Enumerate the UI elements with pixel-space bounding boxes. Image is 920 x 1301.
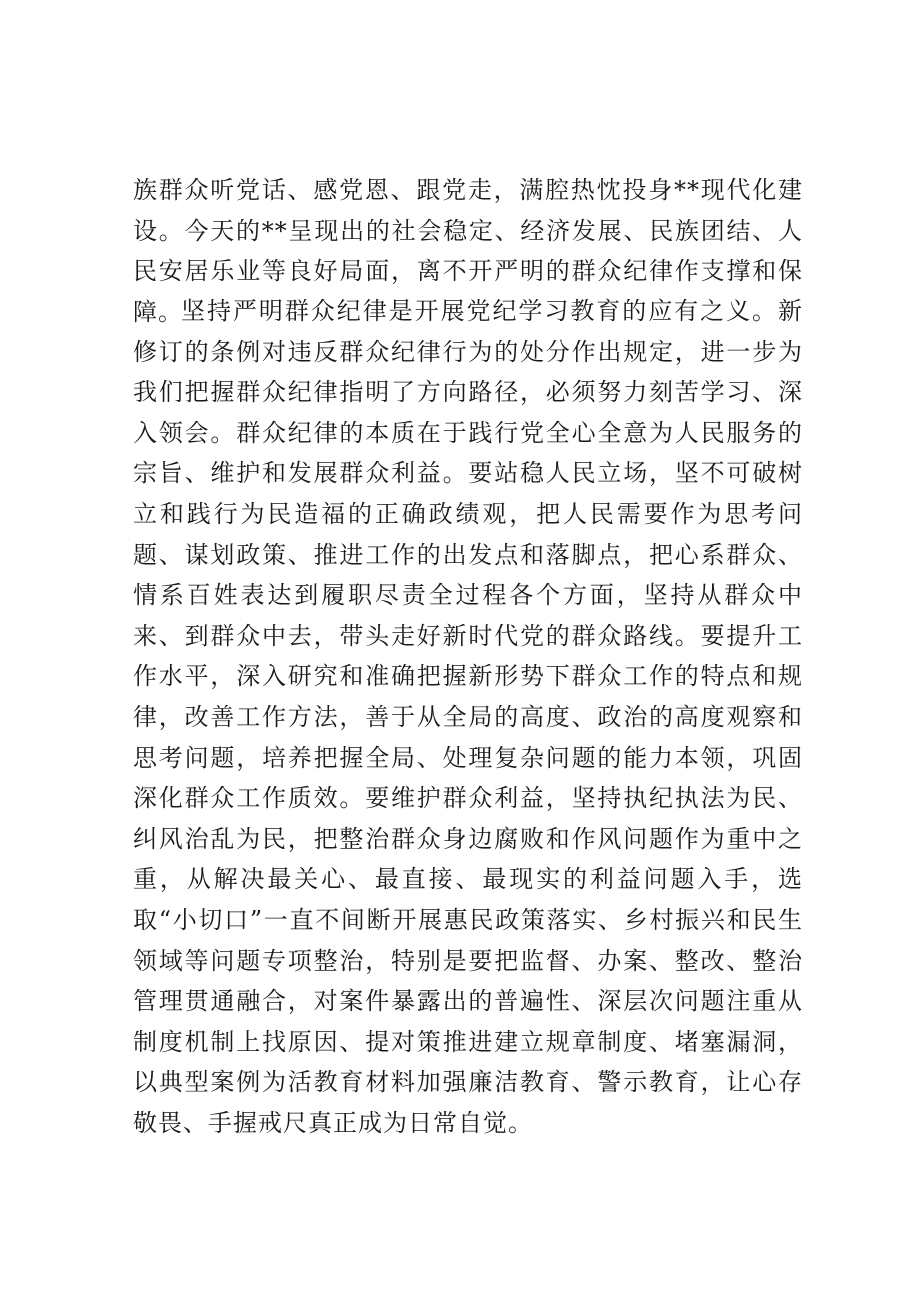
paragraph-text: 坚持严明群众纪律是开展党纪学习教育的应有之义。新修订的条例对违反群众纪律行为的处分作出规定，进一步为我们把握群众纪律指明了方向路径，必须努力刻苦学习、深入领会。群众纪律的本质在于践行党全心全意为人民服务的宗旨、维护和发展群众利益。要站稳人民立场，坚不可破树立和践行为民造福的正确政绩观，把人民需要作为思考问题、谋划政策、推进工作的出发点和落脚点，把心系群众、情系百姓表达到履职尽责全过程各个方面，坚持从群众中来、到群众中去，带头走好新时代党的群众路线。要提升工作水平，深入研究和准确把握新形势下群众工作的特点和规律，改善工作方法，善于从全局的高度、政治的高度观察和思考问题，培养把握全局、处理复杂问题的能力本领，巩固深化群众工作质效。要维护群众利益，坚持执纪执法为民、纠风治乱为民，把整治群众身边腐败和作风问题作为重中之重，从解决最关心、最直接、最现实的利益问题入手，选取“小切口”一直不间断开展惠民政策落实、乡村振兴和民生领域等问题专项整治，特别是要把监督、办案、整改、整治管理贯通融合，对案件暴露出的普遍性、深层次问题注重从制度机制上找原因、提对策推进建立规章制度、堵塞漏洞，以典型案例为活教育材料加强廉洁教育、警示教育，让心存敬畏、手握戒尺真正成为日常自觉。	[133, 297, 803, 1137]
paragraph-text: 族群众听党话、感党恩、跟党走，满腔热忱投身**现代化建设。今天的**呈现出的社会稳定、经济发展、民族团结、人民安居乐业等良好局面，离不开严明的群众纪律作支撑和保障。	[133, 176, 803, 326]
paragraph-main	[133, 291, 803, 1143]
